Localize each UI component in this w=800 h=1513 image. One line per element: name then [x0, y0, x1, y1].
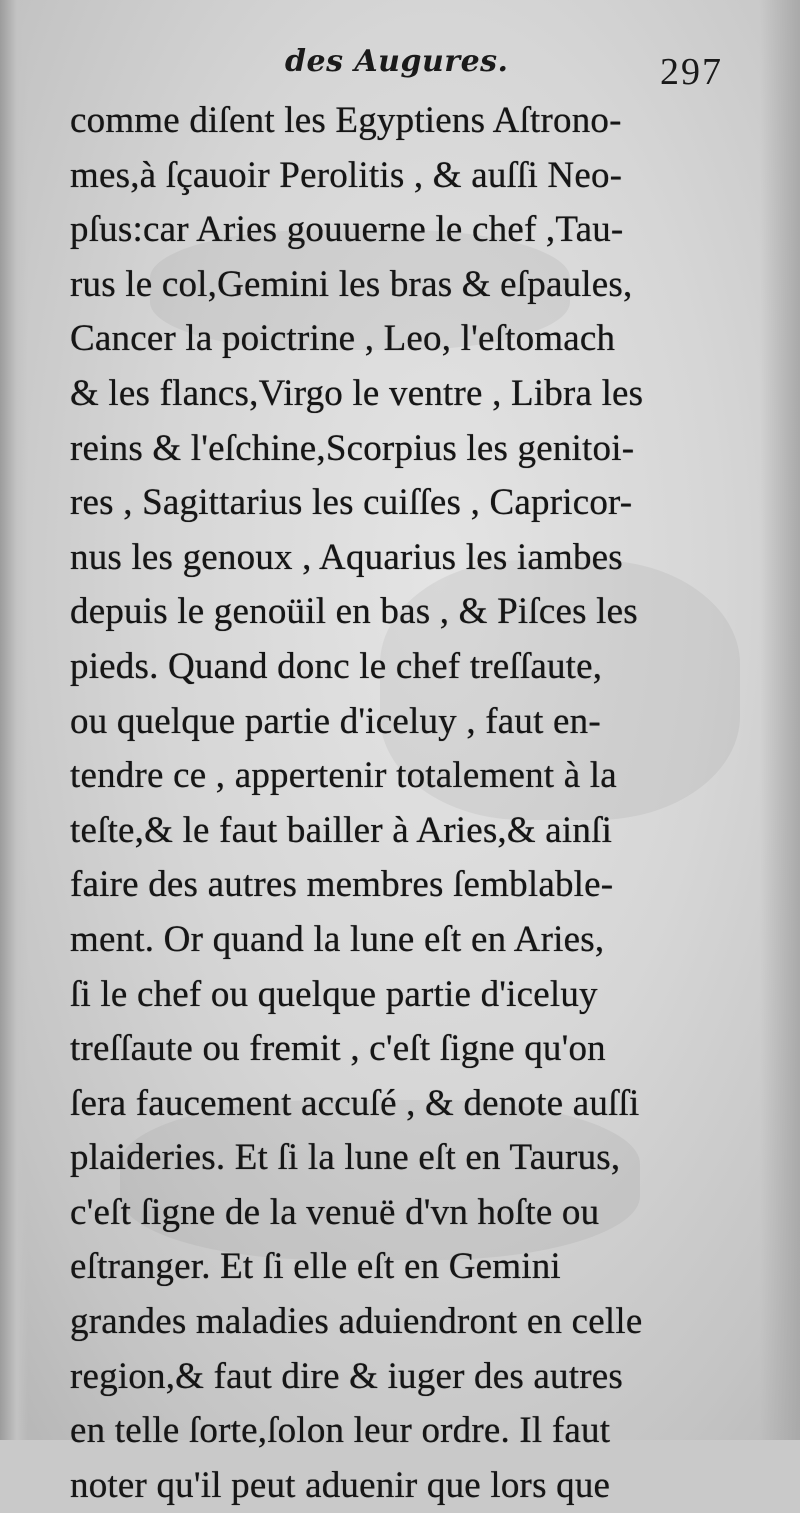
text-line: mes,à ſçauoir Perolitis , & auſſi Neo- [70, 154, 623, 196]
text-line: ou quelque partie d'iceluy , faut en- [70, 700, 601, 742]
running-head: des Augures. [285, 44, 509, 79]
text-line: treſſaute ou fremit , c'eſt ſigne qu'on [70, 1028, 606, 1070]
page-header [0, 38, 800, 98]
page-number: 297 [660, 51, 723, 93]
body-text [70, 94, 770, 1513]
text-line: teſte,& le faut bailler à Aries,& ainſi [70, 809, 613, 851]
text-line: depuis le genoüil en bas , & Piſces les [70, 591, 638, 633]
text-line: ſera faucement accuſé , & denote auſſi [70, 1082, 640, 1124]
page-left-shadow [0, 0, 28, 1440]
text-line: & les flancs,Virgo le ventre , Libra les [70, 372, 644, 414]
text-line: ſi le chef ou quelque partie d'iceluy [70, 973, 598, 1015]
text-line: pieds. Quand donc le chef treſſaute, [70, 645, 603, 687]
text-line: res , Sagittarius les cuiſſes , Capricor- [70, 482, 633, 524]
text-line: en telle ſorte,ſolon leur ordre. Il faut [70, 1410, 611, 1452]
text-line: pſus:car Aries gouuerne le chef ,Tau- [70, 209, 624, 251]
text-line: region,& faut dire & iuger des autres [70, 1355, 623, 1397]
text-line: plaideries. Et ſi la lune eſt en Taurus, [70, 1137, 621, 1179]
text-line: c'eſt ſigne de la venuë d'vn hoſte ou [70, 1191, 600, 1233]
text-line: rus le col,Gemini les bras & eſpaules, [70, 263, 633, 305]
text-line: noter qu'il peut aduenir que lors que [70, 1464, 611, 1506]
text-line: nus les genoux , Aquarius les iambes [70, 536, 623, 578]
text-line: Cancer la poictrine , Leo, l'eſtomach [70, 318, 616, 360]
text-line: tendre ce , appertenir totalement à la [70, 755, 617, 797]
text-line: eſtranger. Et ſi elle eſt en Gemini [70, 1246, 561, 1288]
text-line: faire des autres membres ſemblable- [70, 864, 614, 906]
text-line: ment. Or quand la lune eſt en Aries, [70, 918, 605, 960]
text-line: grandes maladies aduiendront en celle [70, 1301, 643, 1343]
text-line: comme diſent les Egyptiens Aſtrono- [70, 100, 622, 141]
text-line: reins & l'eſchine,Scorpius les genitoi- [70, 427, 635, 469]
